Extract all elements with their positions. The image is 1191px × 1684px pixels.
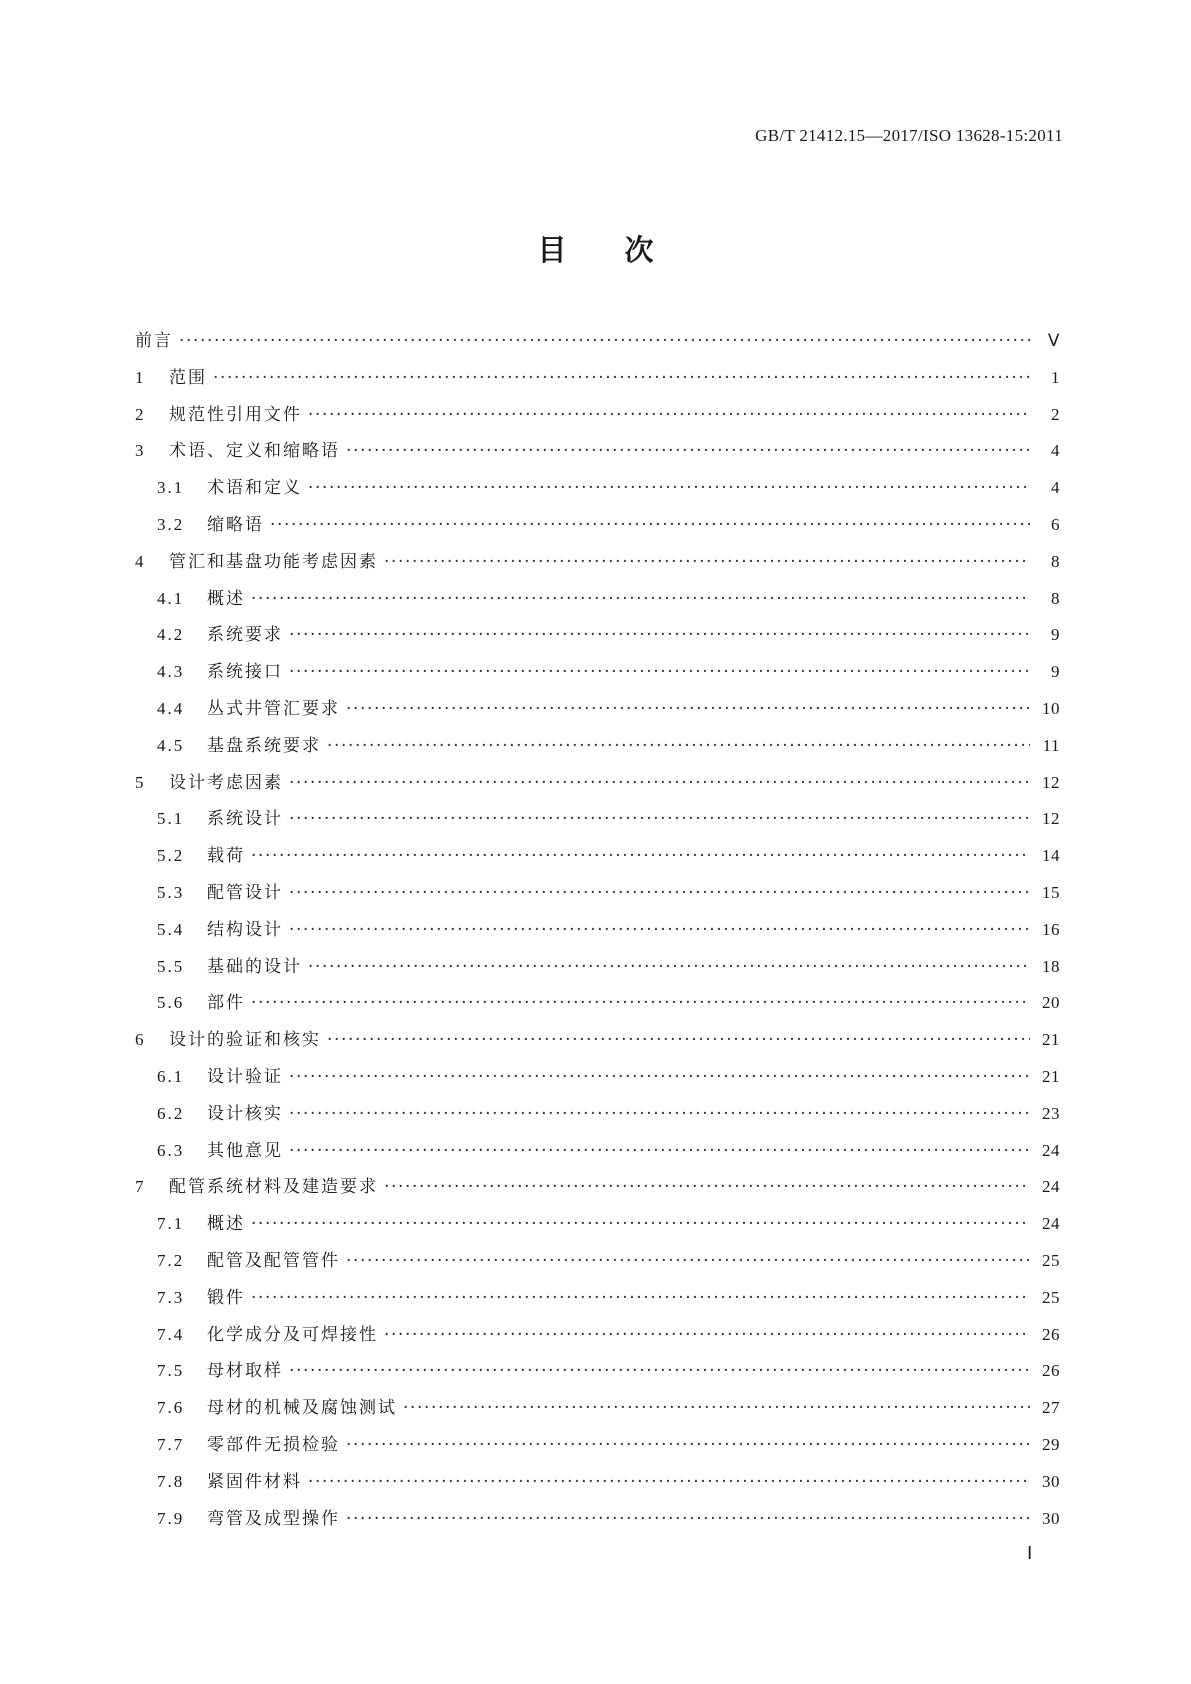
dot-leader (251, 993, 1030, 1013)
dot-leader (289, 773, 1030, 793)
toc-entry-number: 4.2 (157, 625, 185, 645)
toc-entry-page: 30 (1042, 1471, 1060, 1491)
toc-entry-page: 1 (1051, 367, 1060, 387)
dot-leader (403, 1398, 1030, 1418)
toc-entry-page: 4 (1051, 478, 1060, 498)
toc-entry-page: 4 (1051, 441, 1060, 461)
toc-entry-label: 管汇和基盘功能考虑因素 (169, 551, 378, 572)
toc-entry-label: 化学成分及可焊接性 (207, 1324, 378, 1345)
toc-entry-label: 配管系统材料及建造要求 (169, 1177, 378, 1198)
toc-entry[interactable] (135, 436, 1060, 473)
toc-entry-number: 4.4 (157, 698, 185, 718)
toc-entry[interactable] (135, 1393, 1060, 1430)
dot-leader (251, 846, 1030, 866)
toc-entry-number: 6.2 (157, 1103, 185, 1123)
toc-entry-label: 设计核实 (207, 1103, 283, 1124)
dot-leader (384, 1325, 1030, 1345)
toc-entry-page: 26 (1042, 1324, 1060, 1344)
toc-entry-number: 5.5 (157, 956, 185, 976)
toc-entry-page: 8 (1051, 551, 1060, 571)
toc-entry-label: 部件 (207, 993, 245, 1014)
toc-entry-label: 其他意见 (207, 1140, 283, 1161)
dot-leader (289, 1104, 1030, 1124)
toc-entry[interactable] (135, 731, 1060, 768)
toc-entry-page: 26 (1042, 1361, 1060, 1381)
toc-entry-label: 设计的验证和核实 (169, 1030, 321, 1051)
dot-leader (213, 368, 1030, 388)
toc-entry[interactable] (135, 620, 1060, 657)
toc-entry-page: 18 (1042, 956, 1060, 976)
dot-leader (308, 478, 1030, 498)
toc-entry-label: 基盘系统要求 (207, 735, 321, 756)
toc-entry-page: 21 (1042, 1066, 1060, 1086)
toc-entry-page: 20 (1042, 993, 1060, 1013)
toc-entry-label: 紧固件材料 (207, 1471, 302, 1492)
toc-entry[interactable] (135, 1430, 1060, 1467)
toc-entry-page: 23 (1042, 1103, 1060, 1123)
toc-entry[interactable] (135, 1320, 1060, 1357)
toc-entry-label: 系统接口 (207, 662, 283, 683)
dot-leader (289, 920, 1030, 940)
table-of-contents (135, 326, 1060, 1540)
toc-entry-label: 锻件 (207, 1287, 245, 1308)
toc-entry-label: 载荷 (207, 846, 245, 867)
toc-entry-number: 4.1 (157, 588, 185, 608)
dot-leader (289, 625, 1030, 645)
toc-entry-number: 6 (135, 1030, 146, 1050)
toc-entry-number: 6.1 (157, 1066, 185, 1086)
toc-entry-number: 7 (135, 1177, 146, 1197)
dot-leader (308, 1472, 1030, 1492)
toc-entry-page: 12 (1042, 772, 1060, 792)
toc-entry-page: 25 (1042, 1250, 1060, 1270)
dot-leader (346, 699, 1030, 719)
toc-entry-page: Ⅴ (1047, 331, 1060, 350)
toc-entry-number: 4.5 (157, 735, 185, 755)
toc-entry[interactable] (135, 988, 1060, 1025)
toc-entry-label: 系统要求 (207, 625, 283, 646)
toc-entry-number: 6.3 (157, 1140, 185, 1160)
toc-entry[interactable] (135, 878, 1060, 915)
toc-entry-label: 概述 (207, 588, 245, 609)
toc-entry-number: 7.8 (157, 1471, 185, 1491)
toc-entry[interactable] (135, 841, 1060, 878)
dot-leader (270, 515, 1030, 535)
toc-entry-label: 系统设计 (207, 809, 283, 830)
toc-entry-page: 6 (1051, 514, 1060, 534)
toc-entry[interactable] (135, 510, 1060, 547)
toc-entry-label: 术语、定义和缩略语 (169, 441, 340, 462)
toc-entry[interactable] (135, 1356, 1060, 1393)
toc-entry-page: 16 (1042, 919, 1060, 939)
toc-entry-number: 5.4 (157, 919, 185, 939)
page-title: 目次 (537, 233, 712, 267)
toc-entry-number: 7.6 (157, 1398, 185, 1418)
toc-entry[interactable] (135, 400, 1060, 437)
toc-entry-number: 4 (135, 551, 146, 571)
toc-entry[interactable] (135, 694, 1060, 731)
toc-entry[interactable] (135, 1099, 1060, 1136)
toc-entry-label: 术语和定义 (207, 478, 302, 499)
toc-entry-label: 设计考虑因素 (169, 772, 283, 793)
toc-entry-number: 7.3 (157, 1287, 185, 1307)
toc-entry[interactable] (135, 768, 1060, 805)
toc-entry-page: 24 (1042, 1214, 1060, 1234)
toc-entry[interactable] (135, 1209, 1060, 1246)
toc-entry-number: 1 (135, 367, 146, 387)
dot-leader (289, 662, 1030, 682)
toc-entry[interactable] (135, 1025, 1060, 1062)
toc-entry[interactable] (135, 1283, 1060, 1320)
standard-code: GB/T 21412.15—2017/ISO 13628-15:2011 (755, 126, 1063, 145)
toc-entry-label: 基础的设计 (207, 956, 302, 977)
dot-leader (289, 1361, 1030, 1381)
toc-entry[interactable] (135, 473, 1060, 510)
dot-leader (384, 1177, 1030, 1197)
toc-entry-number: 5.6 (157, 993, 185, 1013)
toc-entry[interactable] (135, 804, 1060, 841)
toc-entry-number: 7.9 (157, 1508, 185, 1528)
toc-entry-number: 7.7 (157, 1434, 185, 1454)
dot-leader (251, 1214, 1030, 1234)
page-number: Ⅰ (1027, 1543, 1033, 1563)
dot-leader (289, 1141, 1030, 1161)
toc-entry-page: 9 (1051, 662, 1060, 682)
toc-entry-number: 5.2 (157, 846, 185, 866)
dot-leader (289, 809, 1030, 829)
toc-entry-label: 弯管及成型操作 (207, 1508, 340, 1529)
toc-entry-number: 4.3 (157, 662, 185, 682)
dot-leader (289, 1067, 1030, 1087)
toc-entry-label: 丛式井管汇要求 (207, 698, 340, 719)
dot-leader (346, 1435, 1030, 1455)
toc-entry-number: 3.1 (157, 478, 185, 498)
toc-entry-page: 25 (1042, 1287, 1060, 1307)
dot-leader (346, 1251, 1030, 1271)
dot-leader (346, 1509, 1030, 1529)
toc-entry-page: 21 (1042, 1030, 1060, 1050)
toc-entry-page: 15 (1042, 882, 1060, 902)
toc-entry-page: 24 (1042, 1140, 1060, 1160)
toc-entry-label: 配管设计 (207, 882, 283, 903)
toc-entry-label: 规范性引用文件 (169, 404, 302, 425)
toc-entry-label: 前言 (135, 331, 173, 351)
toc-entry-page: 8 (1051, 588, 1060, 608)
toc-entry[interactable] (135, 1172, 1060, 1209)
toc-entry-label: 母材取样 (207, 1361, 283, 1382)
dot-leader (384, 552, 1030, 572)
toc-entry-label: 范围 (169, 367, 207, 388)
toc-entry-page: 30 (1042, 1508, 1060, 1528)
toc-entry[interactable] (135, 1062, 1060, 1099)
toc-entry[interactable] (135, 1467, 1060, 1504)
toc-entry[interactable] (135, 952, 1060, 989)
toc-entry-number: 5 (135, 772, 146, 792)
dot-leader (346, 441, 1030, 461)
toc-entry[interactable] (135, 326, 1060, 363)
toc-entry-number: 2 (135, 404, 146, 424)
toc-entry-page: 10 (1042, 698, 1060, 718)
toc-entry-label: 缩略语 (207, 514, 264, 535)
toc-entry-page: 2 (1051, 404, 1060, 424)
toc-entry-page: 24 (1042, 1177, 1060, 1197)
toc-entry-page: 14 (1042, 846, 1060, 866)
toc-entry-page: 29 (1042, 1434, 1060, 1454)
toc-entry-label: 概述 (207, 1214, 245, 1235)
toc-entry-number: 7.5 (157, 1361, 185, 1381)
toc-entry-number: 7.4 (157, 1324, 185, 1344)
toc-entry-number: 5.3 (157, 882, 185, 902)
toc-entry-label: 结构设计 (207, 919, 283, 940)
dot-leader (327, 1030, 1030, 1050)
toc-entry[interactable] (135, 915, 1060, 952)
toc-entry-label: 母材的机械及腐蚀测试 (207, 1398, 397, 1419)
toc-entry-page: 9 (1051, 625, 1060, 645)
dot-leader (251, 1288, 1030, 1308)
toc-entry-label: 设计验证 (207, 1066, 283, 1087)
toc-entry-number: 7.2 (157, 1250, 185, 1270)
toc-entry[interactable] (135, 547, 1060, 584)
toc-entry-number: 5.1 (157, 809, 185, 829)
toc-entry[interactable] (135, 657, 1060, 694)
toc-entry[interactable] (135, 363, 1060, 400)
toc-entry[interactable] (135, 584, 1060, 621)
toc-entry-number: 3 (135, 441, 146, 461)
dot-leader (308, 957, 1030, 977)
toc-entry-number: 7.1 (157, 1214, 185, 1234)
dot-leader (289, 883, 1030, 903)
dot-leader (308, 405, 1030, 425)
dot-leader (251, 589, 1030, 609)
toc-entry-number: 3.2 (157, 514, 185, 534)
toc-entry-label: 零部件无损检验 (207, 1434, 340, 1455)
toc-entry[interactable] (135, 1504, 1060, 1541)
toc-entry-page: 12 (1042, 809, 1060, 829)
dot-leader (179, 331, 1030, 351)
toc-entry[interactable] (135, 1136, 1060, 1173)
toc-entry[interactable] (135, 1246, 1060, 1283)
dot-leader (327, 736, 1030, 756)
toc-entry-page: 27 (1042, 1398, 1060, 1418)
toc-entry-label: 配管及配管管件 (207, 1250, 340, 1271)
toc-entry-page: 11 (1042, 735, 1060, 755)
